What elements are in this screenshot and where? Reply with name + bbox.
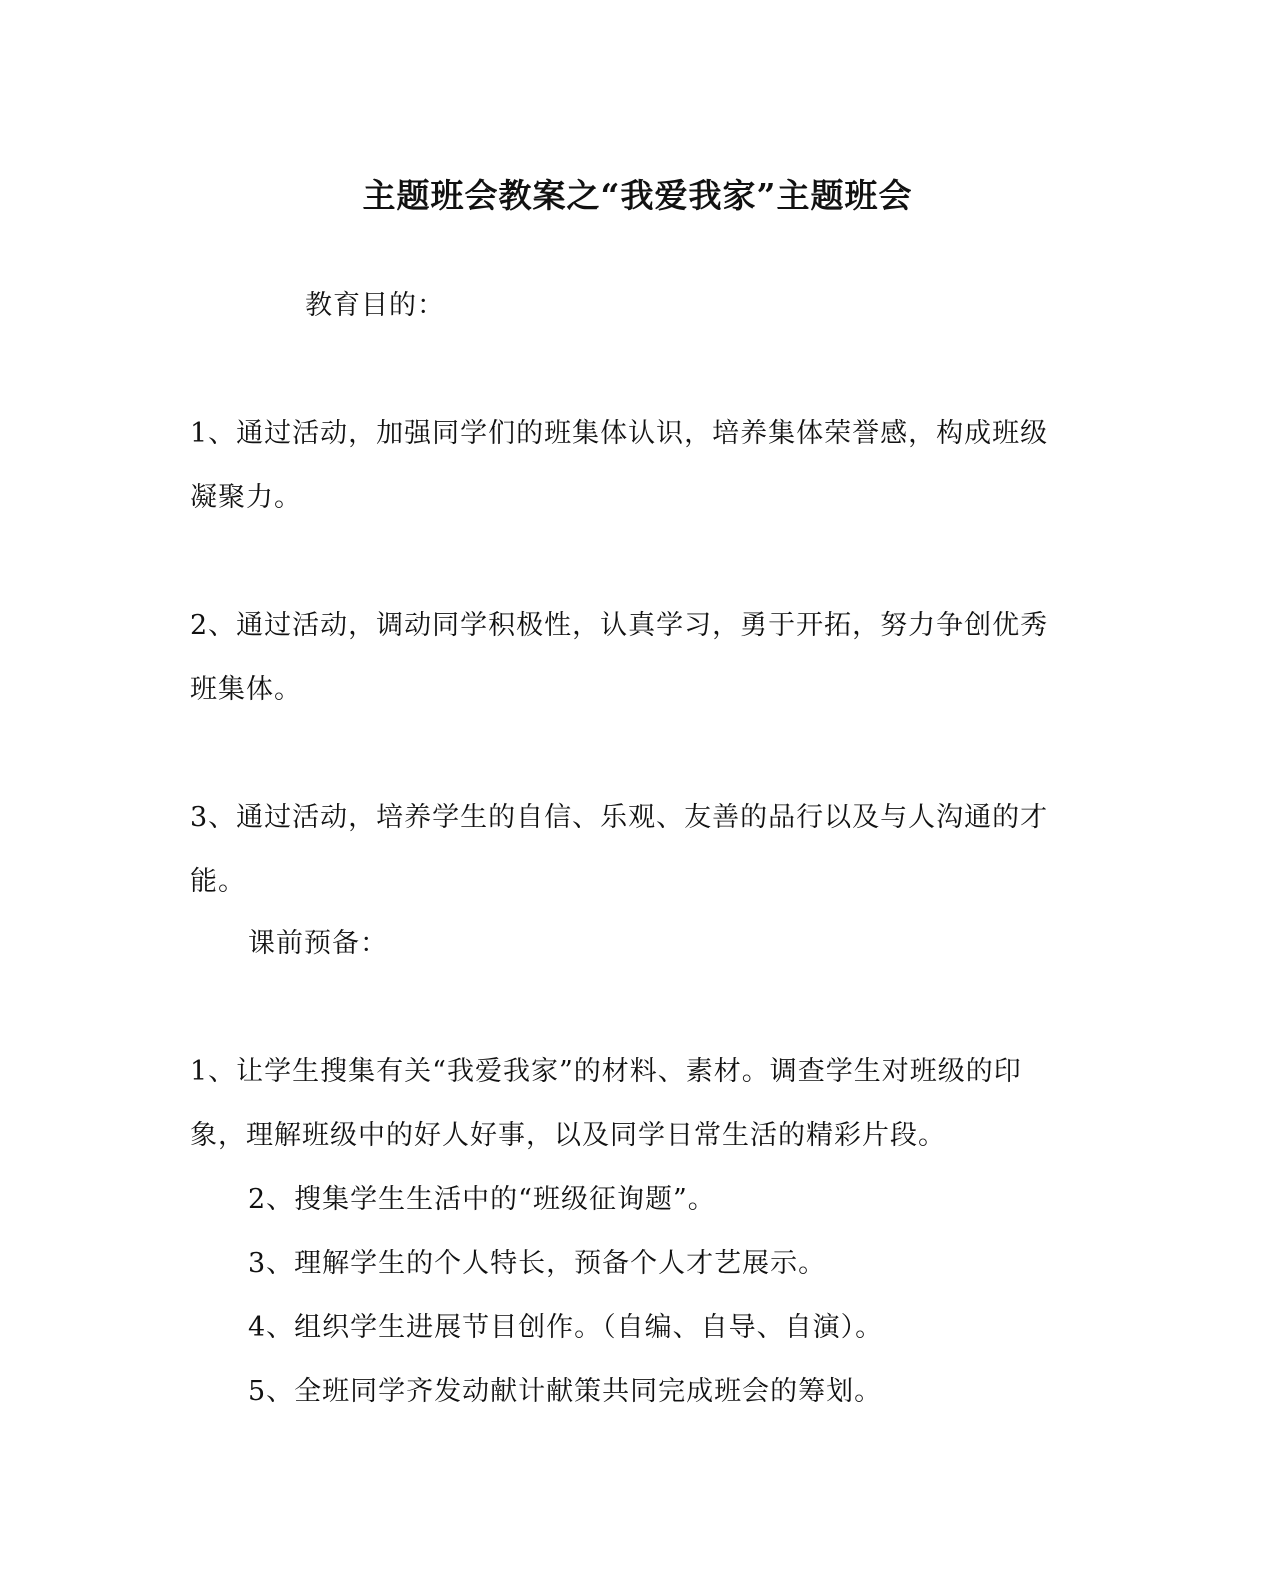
preparation-heading: 课前预备：: [248, 928, 388, 959]
prep-item-2: 2、搜集学生生活中的“班级征询题”。: [248, 1184, 716, 1215]
goal-paragraph-3: 3、通过活动，培养学生的自信、乐观、友善的品行以及与人沟通的才能。: [190, 802, 1049, 897]
prep-item-3: 3、理解学生的个人特长，预备个人才艺展示。: [248, 1248, 827, 1279]
goal-paragraph-2: 2、通过活动，调动同学积极性，认真学习，勇于开拓，努力争创优秀班集体。: [190, 610, 1049, 705]
prep-paragraph-1: 1、让学生搜集有关“我爱我家”的材料、素材。调查学生对班级的印象，理解班级中的好人好事，以及同学日常生活的精彩片段。: [190, 1056, 1022, 1151]
prep-item-5: 5、全班同学齐发动献计献策共同完成班会的筹划。: [248, 1376, 883, 1407]
goal-paragraph-1: 1、通过活动，加强同学们的班集体认识，培养集体荣誉感，构成班级凝聚力。: [190, 418, 1049, 513]
education-goals-heading: 教育目的：: [305, 290, 445, 321]
prep-item-4: 4、组织学生进展节目创作。（自编、自导、自演）。: [248, 1312, 884, 1343]
document-title: 主题班会教案之“我爱我家”主题班会: [362, 176, 913, 215]
